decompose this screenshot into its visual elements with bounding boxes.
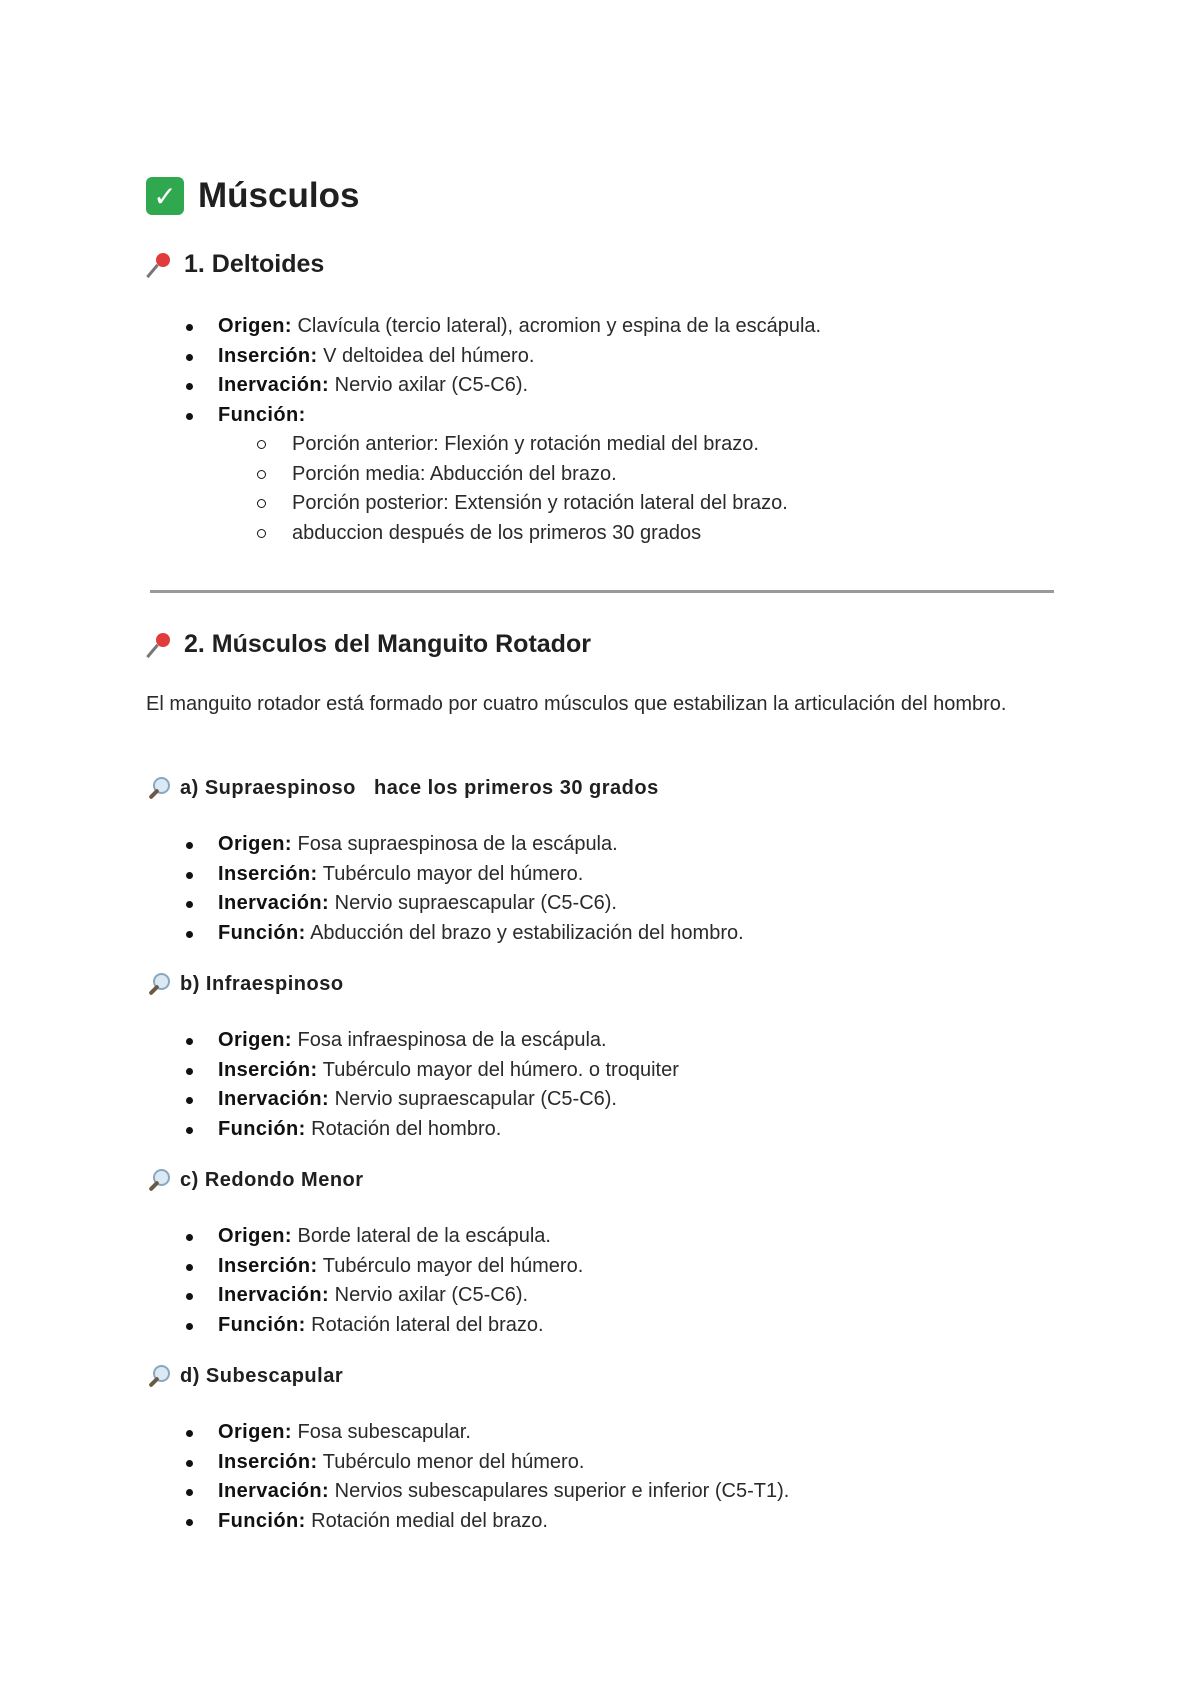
list-item [146,1085,679,1115]
horizontal-divider [150,590,1054,593]
section-manguito-heading [146,630,591,659]
item-label: Inserción: [218,1058,318,1081]
muscle-heading-text: b) Infraespinoso [180,972,344,995]
list-item [146,342,821,372]
item-text: Nervio supraescapular (C5-C6). [329,892,617,914]
list-item [146,1026,679,1056]
item-label: Inserción: [218,344,318,367]
list-item [146,889,744,919]
section-heading-text: 2. Músculos del Manguito Rotador [184,630,591,658]
list-item [146,401,821,431]
item-label: Inserción: [218,862,318,885]
list-item [146,1507,789,1537]
item-label: Inervación: [218,1088,330,1110]
sub-list-item: Porción anterior: Flexión y rotación medial del brazo. [146,430,788,460]
list-item [146,1222,583,1252]
item-text: Fosa infraespinosa de la escápula. [291,1029,607,1051]
item-label: Origen: [218,1225,292,1247]
list-item [146,1281,583,1311]
item-label: Inervación: [218,374,330,396]
sub-list-item: Porción media: Abducción del brazo. [146,460,788,490]
item-label: Inervación: [218,1284,330,1306]
page-title [146,176,359,216]
list-item [146,1418,789,1448]
section-deltoides-heading [146,250,324,279]
item-text: Fosa subescapular. [291,1421,471,1443]
deltoides-function-sublist [146,430,788,548]
subescapular-list [146,1418,789,1536]
supraespinoso-list [146,830,744,948]
list-item [146,1311,583,1341]
item-label: Inserción: [218,1254,318,1277]
item-text: Borde lateral de la escápula. [291,1225,551,1247]
list-item [146,1477,789,1507]
list-item [146,1056,679,1086]
list-item [146,371,821,401]
item-text: Nervios subescapulares superior e inferior (C5-T1). [329,1480,790,1502]
item-text: Tubérculo menor del húmero. [317,1450,585,1473]
list-item [146,830,744,860]
item-text: Clavícula (tercio lateral), acromion y espina de la escápula. [291,315,822,337]
section-heading-text: 1. Deltoides [184,250,325,278]
item-text: V deltoidea del húmero. [317,344,535,367]
deltoides-list [146,312,821,430]
item-label: Función: [218,1509,306,1532]
magnifying-glass-icon [146,776,172,800]
muscle-heading-text: c) Redondo Menor [180,1168,364,1191]
intro-paragraph: El manguito rotador está formado por cuatro músculos que estabilizan la articulación del hombro. [146,693,1007,715]
item-label: Inervación: [218,1480,330,1502]
item-label: Función: [218,1117,306,1140]
item-text: Tubérculo mayor del húmero. [317,1254,584,1277]
item-text: Fosa supraespinosa de la escápula. [291,833,618,855]
item-label: Origen: [218,1029,292,1051]
item-text: Rotación del hombro. [305,1117,502,1140]
item-label: Origen: [218,1421,292,1443]
list-item [146,312,821,342]
sub-list-item: Porción posterior: Extensión y rotación lateral del brazo. [146,489,788,519]
item-text: Rotación medial del brazo. [305,1509,548,1532]
list-item [146,919,744,949]
item-label: Inervación: [218,892,330,914]
item-label: Inserción: [218,1450,318,1473]
redondo-menor-list [146,1222,583,1340]
pushpin-icon [146,631,174,659]
item-text: Abducción del brazo y estabilización del hombro. [305,921,744,944]
list-item [146,1115,679,1145]
muscle-heading-subescapular [146,1364,343,1388]
infraespinoso-list [146,1026,679,1144]
magnifying-glass-icon [146,1168,172,1192]
muscle-heading-redondo-menor [146,1168,364,1192]
muscle-heading-text: d) Subescapular [180,1364,344,1387]
list-item [146,860,744,890]
item-text: Tubérculo mayor del húmero. o troquiter [317,1058,679,1081]
item-text: Tubérculo mayor del húmero. [317,862,584,885]
magnifying-glass-icon [146,972,172,996]
item-text: Rotación lateral del brazo. [305,1313,544,1336]
item-text: Nervio axilar (C5-C6). [329,1284,529,1306]
muscle-heading-infraespinoso [146,972,344,996]
pushpin-icon [146,251,174,279]
item-label: Origen: [218,833,292,855]
item-label: Función: [218,1313,306,1336]
item-label: Función: [218,403,306,426]
list-item [146,1252,583,1282]
item-text: Nervio supraescapular (C5-C6). [329,1088,617,1110]
list-item [146,1448,789,1478]
muscle-heading-supraespinoso [146,776,659,800]
muscle-heading-text: a) Supraespinoso hace los primeros 30 grados [180,776,659,799]
check-mark-icon: ✓ [146,177,184,215]
item-text: Nervio axilar (C5-C6). [329,374,529,396]
sub-list-item: abduccion después de los primeros 30 grados [146,519,788,549]
item-label: Función: [218,921,306,944]
page-title-text: Músculos [198,176,360,215]
magnifying-glass-icon [146,1364,172,1388]
item-label: Origen: [218,315,292,337]
